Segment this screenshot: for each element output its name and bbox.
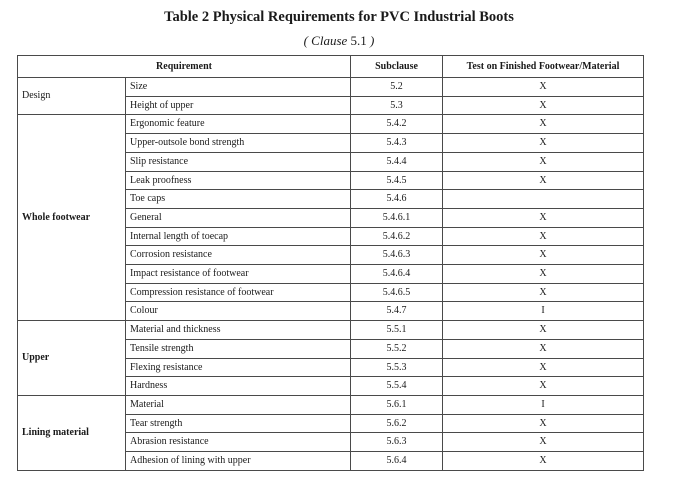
subclause-cell: 5.4.6: [351, 190, 443, 209]
subclause-cell: 5.4.6.5: [351, 283, 443, 302]
group-label: Upper: [18, 321, 126, 396]
test-cell: X: [443, 152, 644, 171]
requirement-cell: Compression resistance of footwear: [126, 283, 351, 302]
header-row: [18, 56, 644, 78]
subclause-cell: 5.5.3: [351, 358, 443, 377]
subclause-cell: 5.4.6.1: [351, 208, 443, 227]
requirement-cell: Internal length of toecap: [126, 227, 351, 246]
table-row: [18, 115, 644, 134]
requirement-cell: Hardness: [126, 377, 351, 396]
requirements-table: [17, 55, 644, 471]
test-cell: X: [443, 452, 644, 471]
subclause-cell: 5.6.4: [351, 452, 443, 471]
requirement-cell: Slip resistance: [126, 152, 351, 171]
test-cell: X: [443, 433, 644, 452]
table-body: [18, 78, 644, 471]
test-cell: X: [443, 377, 644, 396]
clause-suffix: ): [366, 33, 375, 48]
test-cell: X: [443, 208, 644, 227]
test-cell: X: [443, 78, 644, 97]
subclause-cell: 5.6.1: [351, 395, 443, 414]
subclause-cell: 5.4.6.3: [351, 246, 443, 265]
requirement-cell: Adhesion of lining with upper: [126, 452, 351, 471]
subclause-cell: 5.4.6.2: [351, 227, 443, 246]
test-cell: X: [443, 115, 644, 134]
test-cell: X: [443, 339, 644, 358]
clause-prefix: ( Clause: [303, 33, 351, 48]
requirement-cell: Toe caps: [126, 190, 351, 209]
requirement-cell: Abrasion resistance: [126, 433, 351, 452]
clause-reference: [0, 33, 678, 49]
test-cell: I: [443, 302, 644, 321]
requirement-cell: Material: [126, 395, 351, 414]
header-subclause: Subclause: [351, 56, 443, 78]
test-cell: X: [443, 414, 644, 433]
requirement-cell: Corrosion resistance: [126, 246, 351, 265]
test-cell: X: [443, 171, 644, 190]
test-cell: [443, 190, 644, 209]
test-cell: X: [443, 96, 644, 115]
test-cell: X: [443, 283, 644, 302]
requirement-cell: Impact resistance of footwear: [126, 265, 351, 284]
requirement-cell: Leak proofness: [126, 171, 351, 190]
subclause-cell: 5.2: [351, 78, 443, 97]
requirement-cell: Ergonomic feature: [126, 115, 351, 134]
subclause-cell: 5.5.2: [351, 339, 443, 358]
subclause-cell: 5.5.4: [351, 377, 443, 396]
subclause-cell: 5.4.4: [351, 152, 443, 171]
requirement-cell: Upper-outsole bond strength: [126, 134, 351, 153]
requirement-cell: Tensile strength: [126, 339, 351, 358]
subclause-cell: 5.5.1: [351, 321, 443, 340]
table-row: [18, 78, 644, 97]
subclause-cell: 5.4.5: [351, 171, 443, 190]
test-cell: X: [443, 321, 644, 340]
subclause-cell: 5.6.2: [351, 414, 443, 433]
requirement-cell: Height of upper: [126, 96, 351, 115]
test-cell: X: [443, 227, 644, 246]
test-cell: X: [443, 134, 644, 153]
subclause-cell: 5.4.2: [351, 115, 443, 134]
test-cell: X: [443, 246, 644, 265]
test-cell: X: [443, 358, 644, 377]
subclause-cell: 5.6.3: [351, 433, 443, 452]
requirement-cell: Flexing resistance: [126, 358, 351, 377]
group-label: Whole footwear: [18, 115, 126, 321]
requirement-cell: Colour: [126, 302, 351, 321]
requirement-cell: Material and thickness: [126, 321, 351, 340]
table-row: [18, 321, 644, 340]
subclause-cell: 5.4.7: [351, 302, 443, 321]
subclause-cell: 5.4.6.4: [351, 265, 443, 284]
table-title: Table 2 Physical Requirements for PVC Industrial Boots: [164, 9, 514, 25]
table-row: [18, 395, 644, 414]
requirement-cell: Size: [126, 78, 351, 97]
group-label: Design: [18, 78, 126, 115]
subclause-cell: 5.4.3: [351, 134, 443, 153]
header-requirement: Requirement: [18, 56, 351, 78]
subclause-cell: 5.3: [351, 96, 443, 115]
group-label: Lining material: [18, 395, 126, 470]
header-test: Test on Finished Footwear/Material: [443, 56, 644, 78]
clause-number: 5.1: [350, 33, 367, 48]
requirement-cell: Tear strength: [126, 414, 351, 433]
test-cell: I: [443, 395, 644, 414]
requirement-cell: General: [126, 208, 351, 227]
test-cell: X: [443, 265, 644, 284]
